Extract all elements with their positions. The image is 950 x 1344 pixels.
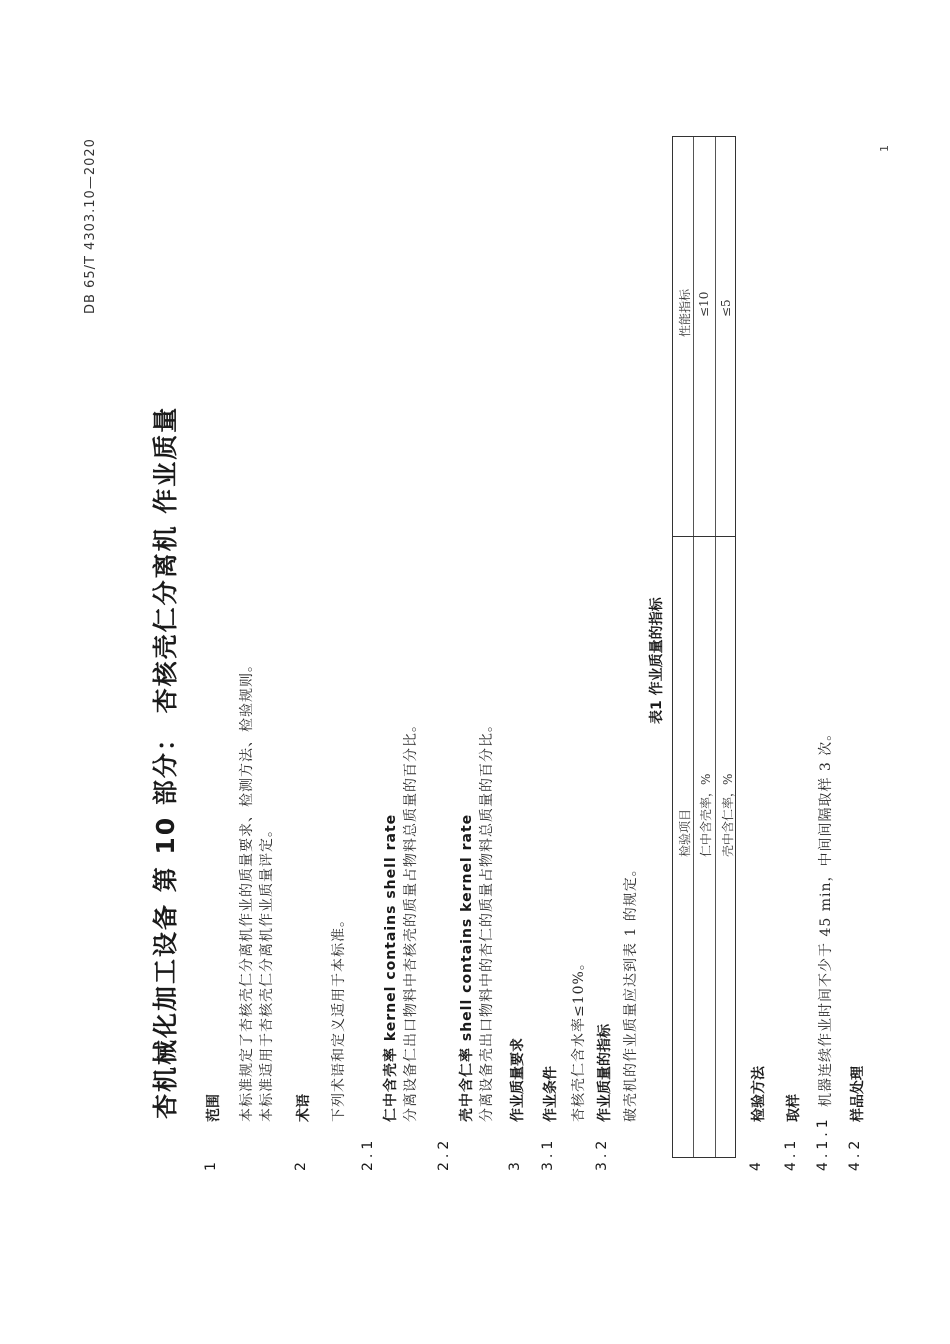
table-column-divider <box>673 536 735 537</box>
section-4-number: 4 <box>748 1158 764 1171</box>
quality-index-table <box>672 136 736 1158</box>
term-kernel-rate-definition: 分离设备壳出口物料中的杏仁的质量占物料总质量的百分比。 <box>479 717 495 1122</box>
term-shell-rate-definition: 分离设备仁出口物料中杏核壳的质量占物料总质量的百分比。 <box>403 717 419 1122</box>
section-2-intro: 下列术语和定义适用于本标准。 <box>331 912 347 1122</box>
table-row-1-value: ≤10 <box>697 291 711 317</box>
term-shell-rate: 仁中含壳率 kernel contains shell rate <box>383 813 399 1122</box>
section-4-2-number: 4.2 <box>847 1136 863 1171</box>
section-3-2-number: 3.2 <box>594 1136 610 1171</box>
section-3-1-number: 3.1 <box>540 1136 556 1171</box>
section-2-2-number: 2.2 <box>436 1136 452 1171</box>
section-1-number: 1 <box>203 1158 219 1171</box>
section-4-2-title: 样品处理 <box>850 1066 866 1122</box>
table-row-2-value: ≤5 <box>719 299 733 317</box>
section-3-2-text: 破壳机的作业质量应达到表 1 的规定。 <box>623 861 639 1122</box>
section-2-1-number: 2.1 <box>360 1136 376 1171</box>
document-title: 杏机械化加工设备 第 10 部分： 杏核壳仁分离机 作业质量 <box>151 405 180 1119</box>
section-4-1-1-number: 4.1.1 <box>815 1115 831 1171</box>
section-3-2-title: 作业质量的指标 <box>597 1024 613 1122</box>
page-number: 1 <box>878 145 891 152</box>
table-header-index: 性能指标 <box>678 288 692 337</box>
section-3-number: 3 <box>507 1158 523 1171</box>
section-1-title: 范围 <box>206 1094 222 1122</box>
section-2-number: 2 <box>293 1158 309 1171</box>
table-header-item: 检验项目 <box>678 808 692 857</box>
section-3-1-title: 作业条件 <box>543 1066 559 1122</box>
table-row-1-item: 仁中含壳率，% <box>699 773 713 857</box>
table-row-2-item: 壳中含仁率，% <box>721 773 735 857</box>
table-row-divider <box>715 137 716 1157</box>
section-3-1-text: 杏核壳仁含水率≤10%。 <box>571 955 587 1122</box>
table-header-divider <box>693 137 694 1157</box>
section-4-1-1-text: 机器连续作业时间不少于 45 min，中间间隔取样 3 次。 <box>818 725 834 1107</box>
section-3-title: 作业质量要求 <box>510 1038 526 1122</box>
section-4-title: 检验方法 <box>751 1066 767 1122</box>
section-4-1-number: 4.1 <box>783 1136 799 1171</box>
section-1-line-1: 本标准规定了杏核壳仁分离机作业的质量要求、检测方法、检验规则。 <box>239 657 255 1122</box>
section-4-1-title: 取样 <box>786 1094 802 1122</box>
section-1-line-2: 本标准适用于杏核壳仁分离机作业质量评定。 <box>259 822 275 1122</box>
section-2-title: 术语 <box>296 1094 312 1122</box>
table-caption: 表1 作业质量的指标 <box>649 597 665 724</box>
term-kernel-rate: 壳中含仁率 shell contains kernel rate <box>459 813 475 1122</box>
standard-code: DB 65/T 4303.10—2020 <box>83 138 98 314</box>
